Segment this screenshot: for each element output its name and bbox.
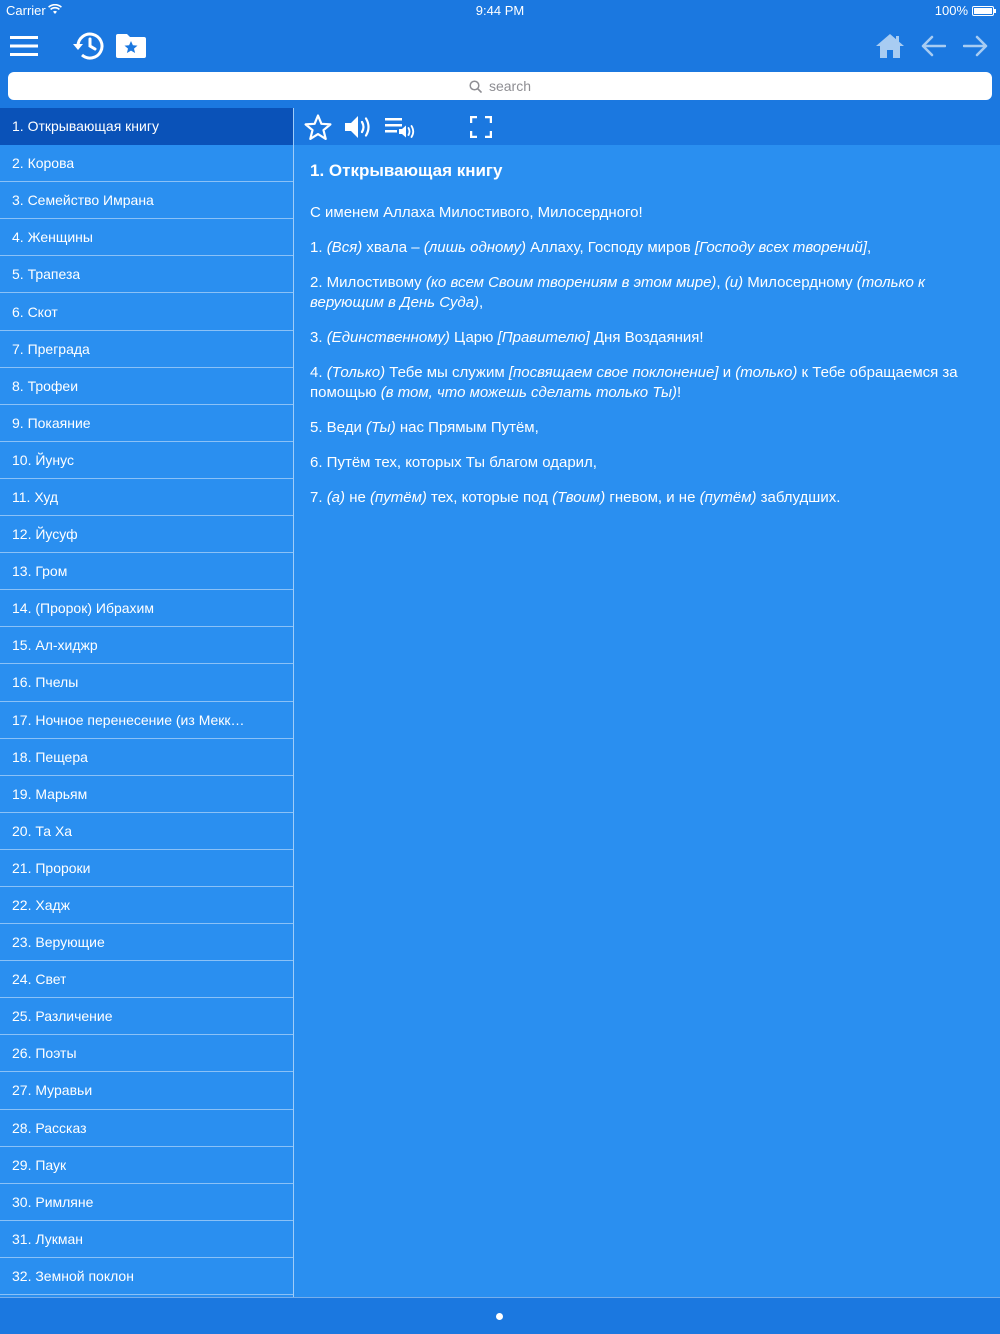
- verse: [310, 203, 984, 223]
- sidebar-item-label: 24. Свет: [12, 971, 67, 988]
- sidebar-item-label: 23. Верующие: [12, 934, 105, 951]
- arrow-right-icon[interactable]: [956, 26, 996, 66]
- verse-text: 5. Веди: [310, 419, 366, 436]
- verse: [310, 273, 984, 313]
- verse-commentary: (и): [724, 274, 744, 291]
- sidebar-item[interactable]: [0, 1258, 293, 1295]
- verse-text: гневом, и не: [605, 489, 700, 506]
- fullscreen-icon[interactable]: [465, 111, 497, 143]
- verse-text: Милосердному: [743, 274, 857, 291]
- sidebar-item[interactable]: [0, 702, 293, 739]
- verse: [310, 363, 984, 403]
- verse-commentary: (в том, что можешь сделать только Ты): [380, 384, 678, 401]
- sidebar-item-label: 11. Худ: [12, 488, 59, 505]
- sidebar-item-label: 17. Ночное перенесение (из Мекк…: [12, 711, 245, 728]
- sidebar-item-label: 4. Женщины: [12, 229, 93, 246]
- verse-commentary: (ко всем Своим творениям в этом мире): [425, 274, 717, 291]
- sidebar-item[interactable]: [0, 1184, 293, 1221]
- chapter-title: 1. Открывающая книгу: [310, 161, 503, 180]
- sidebar-item[interactable]: [0, 664, 293, 701]
- sidebar-item[interactable]: [0, 108, 293, 145]
- verse-commentary: [Правителю]: [497, 329, 590, 346]
- sidebar-item[interactable]: [0, 998, 293, 1035]
- sidebar-item[interactable]: [0, 331, 293, 368]
- verse-commentary: [посвящаем свое поклонение]: [508, 364, 719, 381]
- sidebar-item-label: 6. Скот: [12, 303, 58, 320]
- sidebar-item[interactable]: [0, 739, 293, 776]
- status-bar: [0, 0, 1000, 22]
- sidebar-item[interactable]: [0, 590, 293, 627]
- sidebar-item[interactable]: [0, 1072, 293, 1109]
- verse-text: нас Прямым Путём,: [395, 419, 539, 436]
- sidebar-item-label: 12. Йусуф: [12, 526, 78, 543]
- sidebar-item-label: 27. Муравьи: [12, 1082, 93, 1099]
- verse-commentary: (Ты): [366, 419, 396, 436]
- home-icon[interactable]: [870, 26, 910, 66]
- verse-commentary: (Вся): [326, 239, 363, 256]
- chapter-list: [0, 108, 293, 1297]
- sidebar-item[interactable]: [0, 405, 293, 442]
- verse-commentary: (путём): [699, 489, 757, 506]
- verse-list: [310, 203, 984, 508]
- sidebar-item[interactable]: [0, 182, 293, 219]
- sidebar-item[interactable]: [0, 1147, 293, 1184]
- verse-text: 4.: [310, 364, 327, 381]
- verse-text: 2. Милостивому: [310, 274, 426, 291]
- verse-text: !: [677, 384, 682, 401]
- verse-text: ,: [867, 239, 872, 256]
- verse-text: Аллаху, Господу миров: [525, 239, 695, 256]
- verse-text: Тебе мы служим: [385, 364, 509, 381]
- sidebar-item-label: 20. Та Ха: [12, 822, 73, 839]
- sidebar-item-label: 16. Пчелы: [12, 674, 79, 691]
- sidebar-item-label: 30. Римляне: [12, 1193, 94, 1210]
- sidebar-item-label: 7. Преграда: [12, 340, 90, 357]
- verse-text: С именем Аллаха Милостивого, Милосердного!: [310, 204, 643, 221]
- speaker-icon[interactable]: [342, 111, 374, 143]
- sidebar-item-label: 1. Открывающая книгу: [12, 118, 159, 135]
- bookmark-folder-icon[interactable]: [111, 26, 151, 66]
- sidebar-item[interactable]: [0, 1035, 293, 1072]
- battery-percent: 100%: [934, 3, 968, 18]
- verse-text: Царю: [449, 329, 498, 346]
- verse-commentary: (Твоим): [552, 489, 606, 506]
- sidebar-item[interactable]: [0, 293, 293, 330]
- sidebar-item-label: 3. Семейство Имрана: [12, 192, 154, 209]
- verse-text: ,: [716, 274, 725, 291]
- verse-commentary: (только): [735, 364, 798, 381]
- verse-text: ,: [479, 294, 484, 311]
- verse-text: 3.: [310, 329, 327, 346]
- search-icon: [469, 80, 482, 93]
- verse-commentary: [Господу всех творений]: [694, 239, 868, 256]
- verse-commentary: (Только): [326, 364, 386, 381]
- sidebar-item[interactable]: [0, 219, 293, 256]
- sidebar-item-label: 31. Лукман: [12, 1230, 83, 1247]
- sidebar-item-label: 13. Гром: [12, 563, 68, 580]
- sidebar-item-label: 29. Паук: [12, 1156, 67, 1173]
- verse-text: 7.: [310, 489, 327, 506]
- sidebar-item[interactable]: [0, 776, 293, 813]
- verse-commentary: (а): [326, 489, 346, 506]
- verse-text: заблудших.: [756, 489, 841, 506]
- sidebar-item-label: 22. Хадж: [12, 897, 71, 914]
- verse-text: не: [345, 489, 370, 506]
- sidebar-item-label: 9. Покаяние: [12, 414, 91, 431]
- playlist-audio-icon[interactable]: [384, 111, 416, 143]
- battery-icon: [972, 6, 994, 16]
- verse-commentary: (только к верующим в День Суда): [310, 274, 926, 311]
- sidebar-item[interactable]: [0, 368, 293, 405]
- sidebar-item-label: 5. Трапеза: [12, 266, 81, 283]
- history-icon[interactable]: [68, 26, 108, 66]
- sidebar-item-label: 2. Корова: [12, 155, 75, 172]
- sidebar-item[interactable]: [0, 553, 293, 590]
- menu-icon[interactable]: [4, 26, 44, 66]
- sidebar-item[interactable]: [0, 887, 293, 924]
- sidebar-item[interactable]: [0, 1110, 293, 1147]
- verse-commentary: (путём): [370, 489, 427, 506]
- sidebar-item[interactable]: [0, 516, 293, 553]
- verse: [310, 328, 984, 348]
- reader-toolbar: [294, 108, 1000, 145]
- verse: [310, 418, 984, 438]
- verse-text: к Тебе обращаемся за помощью: [310, 364, 958, 401]
- sidebar-item[interactable]: [0, 1221, 293, 1258]
- sidebar-item[interactable]: [0, 813, 293, 850]
- sidebar-item[interactable]: [0, 850, 293, 887]
- bottom-bar: [0, 1297, 1000, 1334]
- sidebar-item-label: 21. Пророки: [12, 859, 91, 876]
- sidebar-item[interactable]: [0, 442, 293, 479]
- sidebar-item[interactable]: [0, 961, 293, 998]
- arrow-left-icon[interactable]: [913, 26, 953, 66]
- sidebar-item-label: 19. Марьям: [12, 785, 88, 802]
- carrier-label: Carrier: [6, 3, 46, 18]
- sidebar-item[interactable]: [0, 627, 293, 664]
- search-bar: [0, 72, 1000, 108]
- verse-text: и: [718, 364, 736, 381]
- sidebar-item-label: 25. Различение: [12, 1008, 113, 1025]
- sidebar-item-label: 15. Ал-хиджр: [12, 637, 98, 654]
- sidebar-item-label: 14. (Пророк) Ибрахим: [12, 600, 154, 617]
- sidebar-item-label: 8. Трофеи: [12, 377, 79, 394]
- verse: [310, 488, 984, 508]
- sidebar-item-label: 32. Земной поклон: [12, 1267, 134, 1284]
- verse-text: 1.: [310, 239, 327, 256]
- clock: 9:44 PM: [475, 3, 525, 18]
- sidebar-item[interactable]: [0, 924, 293, 961]
- page-indicator-dot[interactable]: [496, 1313, 503, 1320]
- chapter-content: [294, 145, 1000, 1297]
- sidebar-item-label: 18. Пещера: [12, 748, 88, 765]
- verse-text: 6. Путём тех, которых Ты благом одарил,: [310, 454, 597, 471]
- sidebar-item-label: 26. Поэты: [12, 1045, 77, 1062]
- sidebar-item[interactable]: [0, 479, 293, 516]
- navigation-bar: [0, 22, 1000, 72]
- sidebar-item[interactable]: [0, 145, 293, 182]
- sidebar-item[interactable]: [0, 256, 293, 293]
- sidebar-item-label: 10. Йунус: [12, 451, 74, 468]
- verse-text: хвала –: [362, 239, 424, 256]
- star-icon[interactable]: [302, 111, 334, 143]
- verse-commentary: (лишь одному): [423, 239, 526, 256]
- search-input[interactable]: [8, 72, 992, 100]
- verse-commentary: (Единственному): [326, 329, 450, 346]
- search-placeholder: search: [488, 78, 532, 94]
- verse-text: Дня Воздаяния!: [589, 329, 704, 346]
- verse: [310, 238, 984, 258]
- sidebar-item-label: 28. Рассказ: [12, 1119, 87, 1136]
- verse: [310, 453, 984, 473]
- verse-text: тех, которые под: [426, 489, 553, 506]
